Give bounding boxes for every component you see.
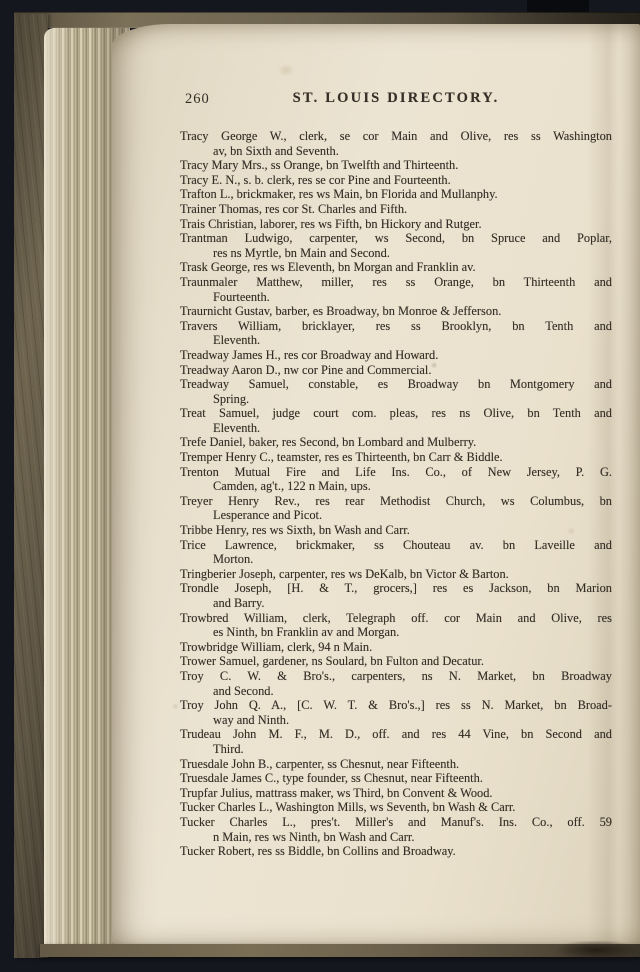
directory-entry-line: Tribbe Henry, res ws Sixth, bn Wash and Carr. (180, 523, 410, 538)
directory-entry-line: Trafton L., brickmaker, res ws Main, bn Florida and Mullanphy. (180, 187, 498, 202)
directory-entry-line: Traunmaler Matthew, miller, res ss Orange, bn Thirteenth and (180, 274, 612, 289)
directory-entry-line: Trantman Ludwigo, carpenter, ws Second, bn Spruce and Poplar, (180, 231, 612, 246)
directory-entry-line: Trowbridge William, clerk, 94 n Main. (180, 639, 373, 654)
bottom-smudge (553, 941, 640, 959)
directory-entry-line: av, bn Sixth and Seventh. (213, 143, 339, 158)
directory-entry-line: and Barry. (213, 596, 265, 610)
directory-entry-line: Eleventh. (213, 333, 261, 348)
directory-list (180, 129, 612, 859)
directory-entry-line: Trais Christian, laborer, res ws Fifth, bn Hickory and Rutger. (180, 216, 482, 231)
directory-entry-line: Trower Samuel, gardener, ns Soulard, bn Fulton and Decatur. (180, 654, 484, 669)
directory-entry-line: Morton. (213, 552, 254, 567)
directory-entry-line: Eleventh. (213, 420, 261, 435)
directory-entry-line: Trefe Daniel, baker, res Second, bn Lombard and Mulberry. (180, 435, 477, 450)
directory-entry-line: Spring. (213, 391, 250, 406)
directory-entry-line: n Main, res ws Ninth, bn Wash and Carr. (213, 829, 415, 844)
directory-entry-line: and Second. (213, 683, 274, 698)
directory-entry-line: Tringberier Joseph, carpenter, res ws DeKalb, bn Victor & Barton. (180, 566, 509, 581)
directory-entry-line: Troy C. W. & Bro's., carpenters, ns N. Market, bn Broadway (180, 668, 612, 683)
directory-entry-line: Trenton Mutual Fire and Life Ins. Co., of New Jersey, P. G. (180, 464, 612, 479)
directory-entry-line: Tucker Charles L., Washington Mills, ws Seventh, bn Wash & Carr. (180, 800, 516, 815)
directory-entry-line: Tracy Mary Mrs., ss Orange, bn Twelfth and Thirteenth. (180, 158, 459, 173)
directory-entry-line: Traurnicht Gustav, barber, es Broadway, bn Monroe & Jefferson. (180, 304, 502, 319)
directory-entry-line: Treyer Henry Rev., res rear Methodist Church, ws Columbus, bn (180, 493, 612, 508)
directory-entry-line: Trudeau John M. F., M. D., off. and res 44 Vine, bn Second and (180, 727, 612, 742)
book-page (112, 24, 640, 946)
directory-entry-line: Travers William, bricklayer, res ss Brooklyn, bn Tenth and (180, 318, 612, 333)
directory-entry-line: Truesdale John B., carpenter, ss Chesnut, near Fifteenth. (180, 756, 460, 771)
directory-entry-line: Tremper Henry C., teamster, res es Thirteenth, bn Carr & Biddle. (180, 450, 503, 465)
book-bottom-edge (40, 944, 640, 957)
directory-entry-line: Tucker Robert, res ss Biddle, bn Collins and Broadway. (180, 844, 456, 859)
directory-entry-line: res ns Myrtle, bn Main and Second. (213, 245, 390, 260)
directory-entry-line: Fourteenth. (213, 289, 270, 304)
directory-entry-line: Trice Lawrence, brickmaker, ss Chouteau av. bn Laveille and (180, 537, 612, 552)
page-number: 260 (185, 91, 210, 107)
directory-entry-line: Lesperance and Picot. (213, 508, 323, 523)
directory-entry-line: Treadway Samuel, constable, es Broadway bn Montgomery and (180, 377, 612, 392)
directory-entry-line: es Ninth, bn Franklin av and Morgan. (213, 625, 400, 640)
directory-entry-line: Trondle Joseph, [H. & T., grocers,] res es Jackson, bn Marion (180, 581, 612, 596)
directory-entry-line: Troy John Q. A., [C. W. T. & Bro's.,] res ss N. Market, bn Broad- (180, 698, 612, 713)
directory-entry-line: Trowbred William, clerk, Telegraph off. cor Main and Olive, res (180, 610, 612, 625)
page-content (180, 88, 612, 859)
directory-entry-line: Tracy E. N., s. b. clerk, res se cor Pine and Fourteenth. (180, 172, 451, 187)
directory-entry-line: Treat Samuel, judge court com. pleas, res ns Olive, bn Tenth and (180, 406, 612, 421)
book-cover-left (14, 14, 48, 958)
directory-entry-line: Tracy George W., clerk, se cor Main and Olive, res ss Washington (180, 129, 612, 143)
directory-entry-line: Camden, ag't., 122 n Main, ups. (213, 479, 371, 494)
directory-entry-line: Treadway Aaron D., nw cor Pine and Commercial. (180, 362, 432, 377)
directory-entry-line: Trupfar Julius, mattrass maker, ws Third, bn Convent & Wood. (180, 785, 493, 800)
running-title: ST. LOUIS DIRECTORY. (292, 90, 500, 106)
directory-entry-line: Trainer Thomas, res cor St. Charles and Fifth. (180, 201, 408, 216)
directory-entry-line: Trask George, res ws Eleventh, bn Morgan and Franklin av. (180, 260, 476, 275)
directory-entry-line: Truesdale James C., type founder, ss Chesnut, near Fifteenth. (180, 771, 483, 786)
directory-entry-line: Tucker Charles L., pres't. Miller's and Manuf's. Ins. Co., off. 59 (180, 814, 612, 829)
directory-entry-line: Third. (213, 741, 244, 756)
directory-entry-line: Treadway James H., res cor Broadway and Howard. (180, 347, 439, 362)
directory-entry-line: way and Ninth. (213, 712, 290, 727)
page-header (180, 88, 612, 112)
